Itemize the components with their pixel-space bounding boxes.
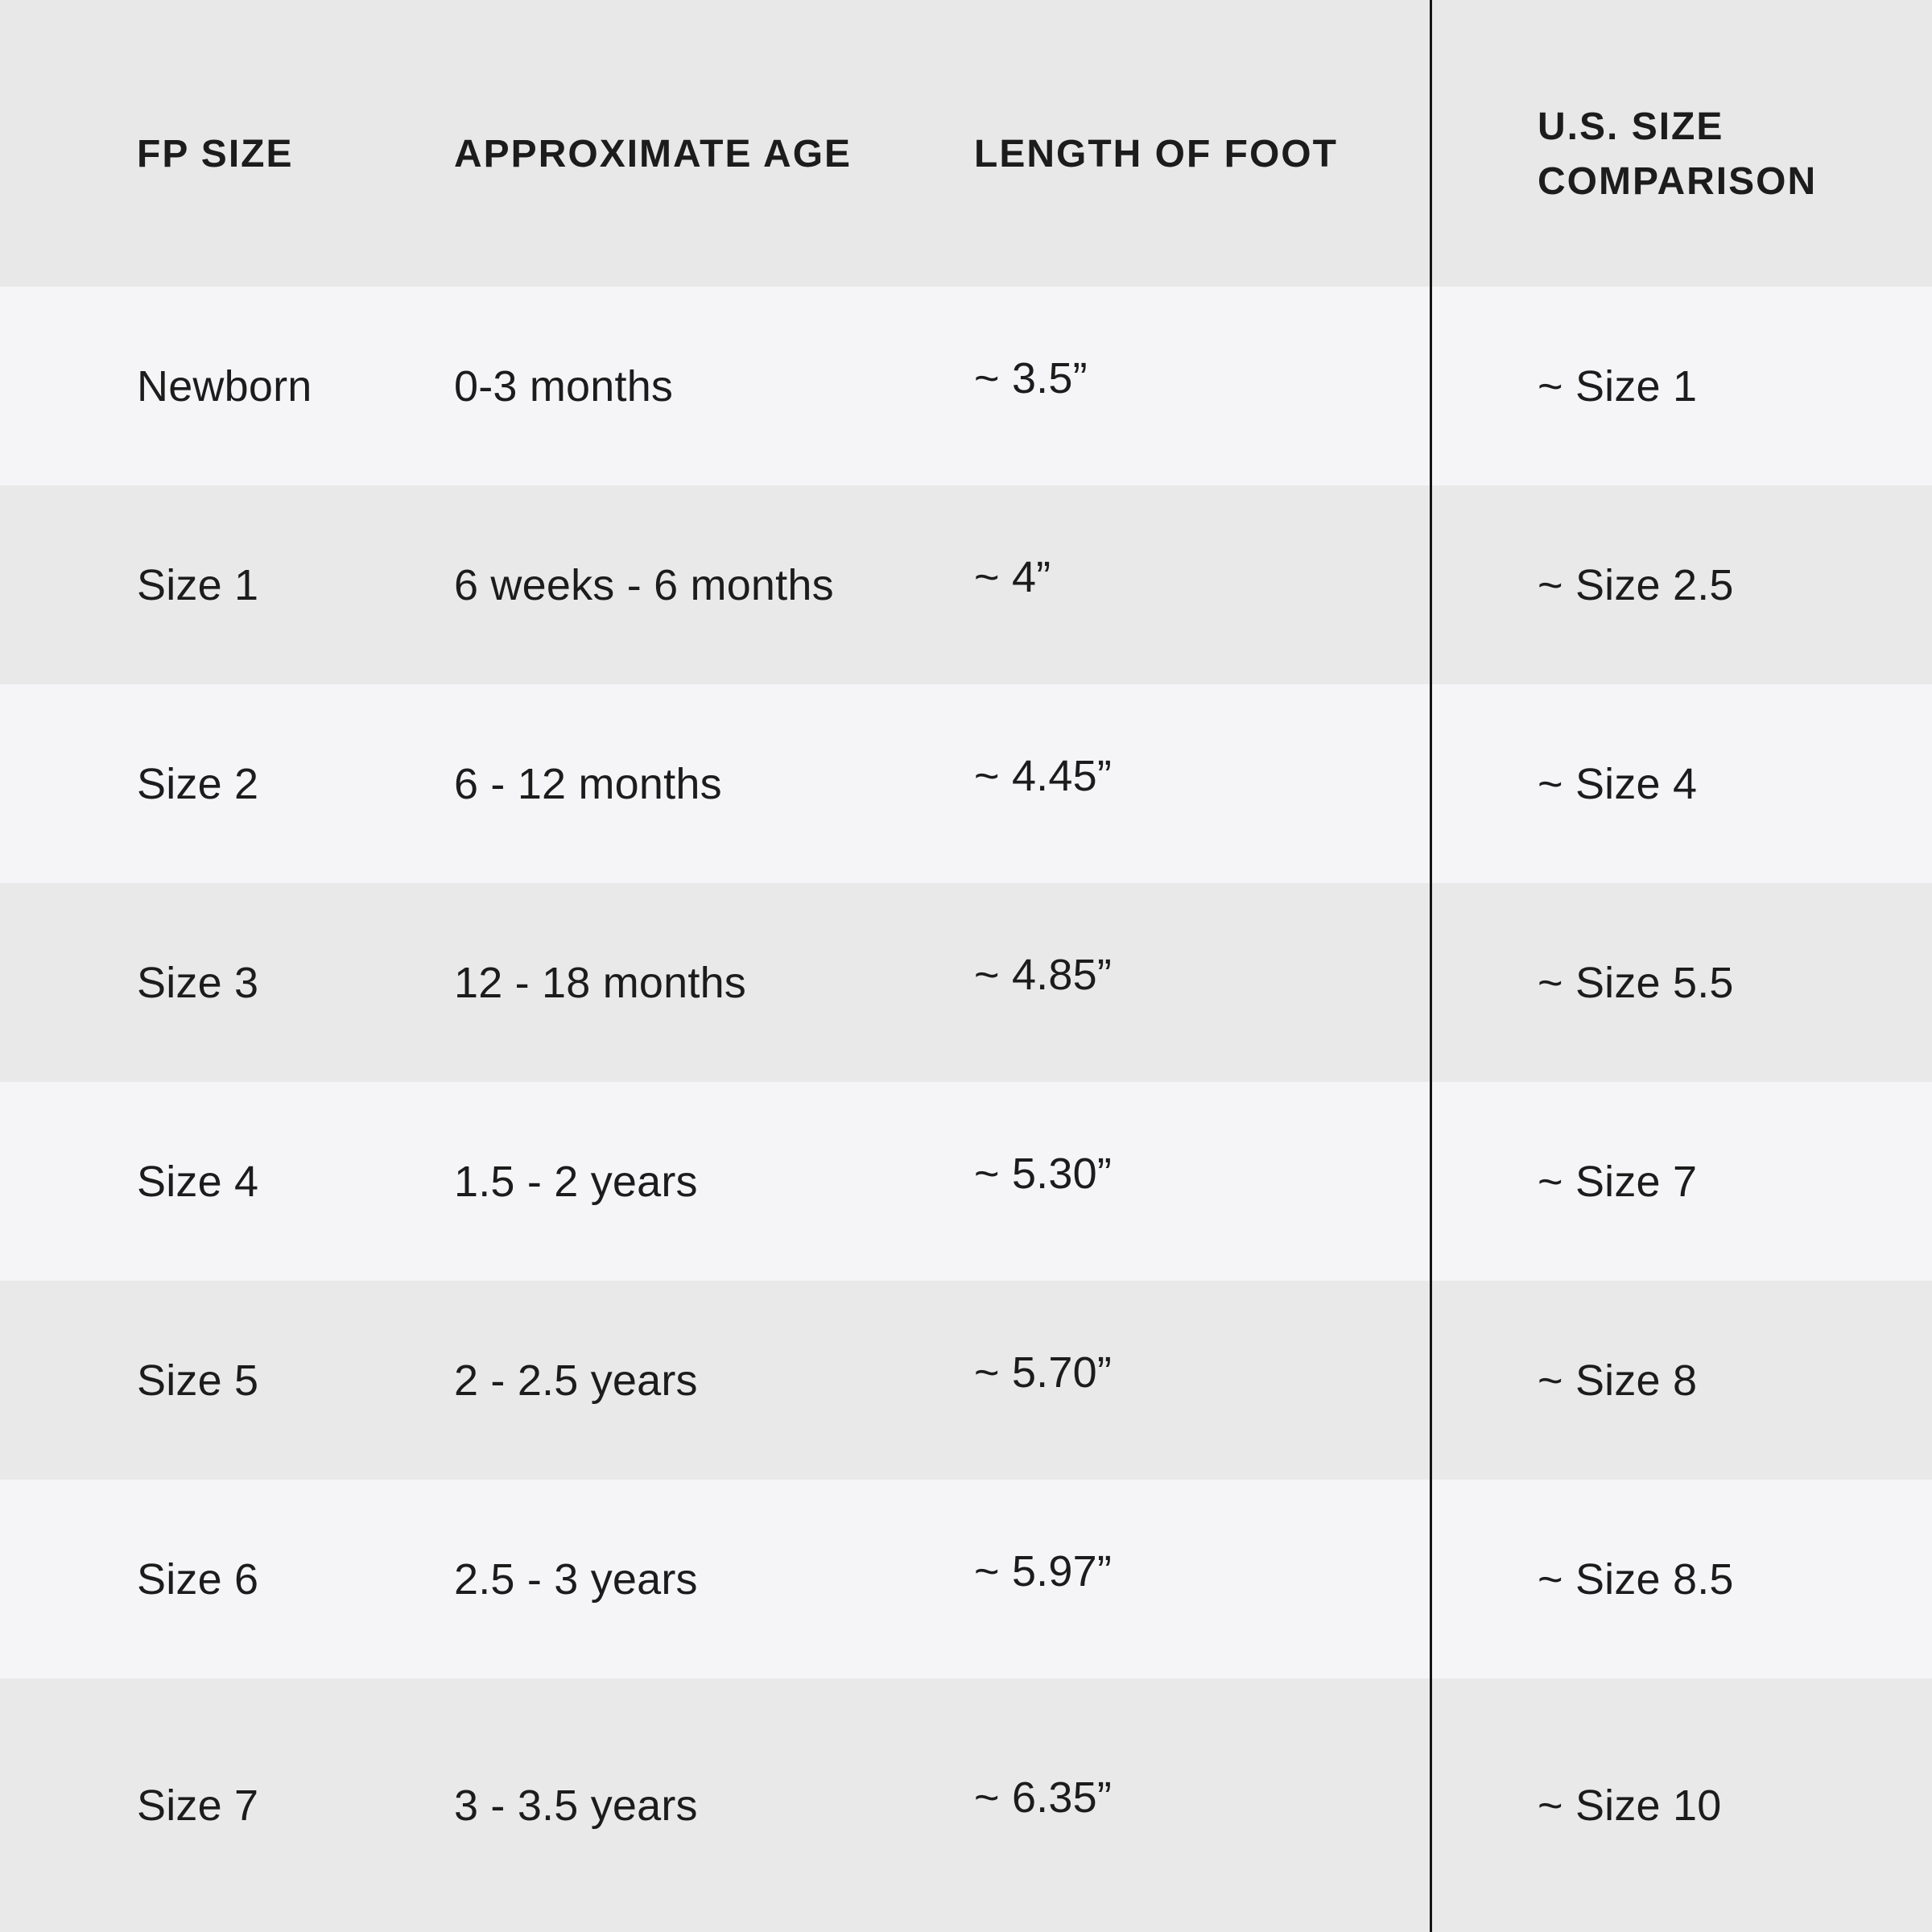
column-divider-line (1430, 0, 1432, 1932)
cell-us-size-comparison: ~ Size 1 (1538, 361, 1698, 411)
cell-fp-size: Size 2 (137, 759, 259, 808)
cell-us-size-comparison: ~ Size 4 (1538, 759, 1698, 808)
table-row-size-5 (0, 1281, 1932, 1480)
cell-length-of-foot: ~ 4.85” (974, 950, 1113, 999)
table-row-newborn (0, 287, 1932, 485)
cell-fp-size: Size 6 (137, 1554, 259, 1604)
cell-fp-size: Size 1 (137, 560, 259, 609)
cell-approximate-age: 1.5 - 2 years (454, 1157, 698, 1206)
cell-length-of-foot: ~ 5.97” (974, 1546, 1113, 1596)
table-header-row (0, 0, 1932, 287)
cell-approximate-age: 12 - 18 months (454, 958, 747, 1007)
cell-approximate-age: 6 - 12 months (454, 759, 722, 808)
column-header-length-of-foot: LENGTH OF FOOT (974, 133, 1338, 175)
cell-fp-size: Size 7 (137, 1781, 259, 1830)
cell-approximate-age: 0-3 months (454, 361, 674, 411)
column-header-fp-size: FP SIZE (137, 133, 294, 175)
cell-approximate-age: 2.5 - 3 years (454, 1554, 698, 1604)
column-header-us-size-comparison: U.S. SIZE COMPARISON (1538, 105, 1818, 203)
table-row-size-7 (0, 1678, 1932, 1932)
cell-length-of-foot: ~ 5.70” (974, 1348, 1113, 1397)
cell-us-size-comparison: ~ Size 10 (1538, 1781, 1722, 1830)
cell-approximate-age: 3 - 3.5 years (454, 1781, 698, 1830)
cell-fp-size: Size 5 (137, 1356, 259, 1405)
column-header-approximate-age: APPROXIMATE AGE (454, 133, 852, 175)
cell-us-size-comparison: ~ Size 5.5 (1538, 958, 1734, 1007)
cell-fp-size: Size 3 (137, 958, 259, 1007)
cell-length-of-foot: ~ 6.35” (974, 1773, 1113, 1822)
cell-length-of-foot: ~ 4” (974, 552, 1051, 601)
table-row-size-1 (0, 485, 1932, 684)
cell-length-of-foot: ~ 5.30” (974, 1149, 1113, 1198)
table-row-size-3 (0, 883, 1932, 1082)
cell-length-of-foot: ~ 4.45” (974, 751, 1113, 800)
cell-us-size-comparison: ~ Size 8.5 (1538, 1554, 1734, 1604)
cell-us-size-comparison: ~ Size 7 (1538, 1157, 1698, 1206)
cell-us-size-comparison: ~ Size 8 (1538, 1356, 1698, 1405)
cell-us-size-comparison: ~ Size 2.5 (1538, 560, 1734, 609)
table-row-size-6 (0, 1480, 1932, 1678)
table-row-size-2 (0, 684, 1932, 883)
table-row-size-4 (0, 1082, 1932, 1281)
cell-approximate-age: 2 - 2.5 years (454, 1356, 698, 1405)
cell-fp-size: Newborn (137, 361, 312, 411)
cell-length-of-foot: ~ 3.5” (974, 353, 1088, 402)
cell-fp-size: Size 4 (137, 1157, 259, 1206)
cell-approximate-age: 6 weeks - 6 months (454, 560, 834, 609)
